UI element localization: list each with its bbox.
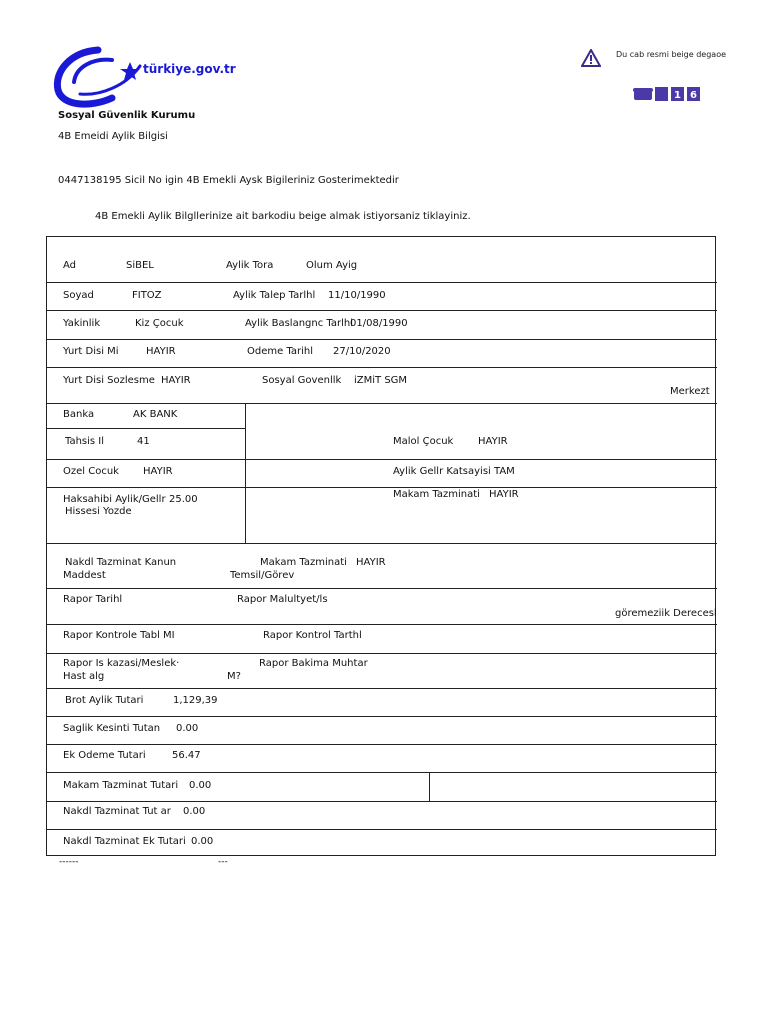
tahsis-value: 41 xyxy=(137,436,150,447)
barcode-link[interactable]: 4B Emekli Aylik Bilgllerinize ait barkodiu beige almak istiyorsaniz tiklayiniz. xyxy=(95,211,471,222)
olum-ayig-label: Olum Ayig xyxy=(306,260,358,271)
makam1-value: HAYIR xyxy=(489,489,519,500)
odeme-value: 27/10/2020 xyxy=(333,346,391,357)
brut-label: Brot Aylik Tutari xyxy=(65,695,144,706)
nakdi-ek-label: Nakdl Tazminat Ek Tutari xyxy=(63,836,186,847)
haksahibi-label-1: Haksahibi Aylik/Gellr xyxy=(63,494,166,505)
ozel-value: HAYIR xyxy=(143,466,173,477)
banka-value: AK BANK xyxy=(133,409,178,420)
makam2-value: HAYIR xyxy=(356,557,386,568)
odeme-label: Odeme Tarihl xyxy=(247,346,314,357)
institution-name: Sosyal Güvenlik Kurumu xyxy=(58,110,196,121)
rapor-kontrol-tarihi-label: Rapor Kontrol Tarthl xyxy=(263,630,362,641)
badge-digit-1: 1 xyxy=(674,90,681,101)
saglik-value: 0.00 xyxy=(176,723,199,734)
makam-tutar-value: 0.00 xyxy=(189,780,212,791)
talep-value: 11/10/1990 xyxy=(328,290,386,301)
logo-text[interactable]: türkiye.gov.tr xyxy=(143,62,236,76)
ek-odeme-value: 56.47 xyxy=(172,750,201,761)
tahsis-label: Tahsis Il xyxy=(65,436,105,447)
pension-info-table xyxy=(46,236,716,856)
turkiye-gov-logo-icon[interactable] xyxy=(50,42,240,110)
rapor-bakima-label-2: M? xyxy=(227,671,241,682)
makam1-label: Makam Tazminati xyxy=(393,489,480,500)
nakdi-tutar-label: Nakdl Tazminat Tut ar xyxy=(63,806,171,817)
ad-label: Ad xyxy=(63,260,77,271)
malol-value: HAYIR xyxy=(478,436,508,447)
baslangic-label: Aylik Baslangnc Tarlhl xyxy=(245,318,353,329)
katsayi-label: Aylik Gellr Katsayisi xyxy=(393,466,491,477)
merkez-text: Merkezt xyxy=(670,386,710,397)
yakinlik-label: Yakinlik xyxy=(63,318,101,329)
aylik-tora-label: Aylik Tora xyxy=(226,260,274,271)
soyad-value: FITOZ xyxy=(132,290,162,301)
makam2-label-1: Makam Tazminati xyxy=(260,557,347,568)
rapor-bakima-label-1: Rapor Bakima Muhtar xyxy=(259,658,368,669)
alo-phone-badge[interactable] xyxy=(633,86,705,102)
baslangic-value: 01/08/1990 xyxy=(350,318,408,329)
ozel-label: Ozel Cocuk xyxy=(63,466,119,477)
page-subtitle: 4B Emeidi Aylik Bilgisi xyxy=(58,131,168,142)
footer-dashes-left: ------ xyxy=(59,857,79,867)
yakinlik-value: Kiz Çocuk xyxy=(135,318,184,329)
banka-label: Banka xyxy=(63,409,95,420)
rapor-malul-label-2: göremeziik Derecesl xyxy=(615,608,717,619)
ad-value: SiBEL xyxy=(126,260,154,271)
malol-label: Malol Çocuk xyxy=(393,436,454,447)
yurt-disi-label: Yurt Disi Mi xyxy=(63,346,119,357)
brut-value: 1,129,39 xyxy=(173,695,218,706)
ek-odeme-label: Ek Odeme Tutari xyxy=(63,750,146,761)
nakdi-ek-value: 0.00 xyxy=(191,836,214,847)
rapor-malul-label: Rapor Malultyet/ls xyxy=(237,594,328,605)
rapor-tarihi-label: Rapor Tarihl xyxy=(63,594,123,605)
warning-icon xyxy=(581,49,601,67)
rapor-is-label-2: Hast alg xyxy=(63,671,105,682)
makam-tutar-label: Makam Tazminat Tutari xyxy=(63,780,179,791)
nakdi-kanun-label-1: Nakdl Tazminat Kanun xyxy=(65,557,177,568)
soyad-label: Soyad xyxy=(63,290,94,301)
notice-text: Du cab resmi beige degaoe xyxy=(616,50,727,59)
telephone-icon xyxy=(633,88,653,100)
footer-dashes-right: --- xyxy=(218,857,228,867)
sosyal-label: Sosyal Govenllk xyxy=(262,375,342,386)
haksahibi-label-2: Hissesi Yozde xyxy=(65,506,132,517)
rapor-kontrole-label: Rapor Kontrole Tabl MI xyxy=(63,630,175,641)
makam2-label-2: Temsil/Görev xyxy=(230,570,295,581)
badge-digit-2: 6 xyxy=(690,90,697,101)
sozlesme-value: HAYIR xyxy=(161,375,191,386)
saglik-label: Saglik Kesinti Tutan xyxy=(63,723,161,734)
nakdi-kanun-label-2: Maddest xyxy=(63,570,106,581)
katsayi-value: TAM xyxy=(494,466,515,477)
sosyal-value: iZMiT SGM xyxy=(354,375,408,386)
rapor-is-label-1: Rapor Is kazasi/Meslek· xyxy=(63,658,180,669)
yurt-disi-value: HAYIR xyxy=(146,346,176,357)
sicil-info: 0447138195 Sicil No igin 4B Emekli Aysk Bigileriniz Gosterimektedir xyxy=(58,175,399,186)
talep-label: Aylik Talep Tarlhl xyxy=(233,290,316,301)
sozlesme-label: Yurt Disi Sozlesme xyxy=(63,375,155,386)
haksahibi-value: 25.00 xyxy=(169,494,198,505)
nakdi-tutar-value: 0.00 xyxy=(183,806,206,817)
